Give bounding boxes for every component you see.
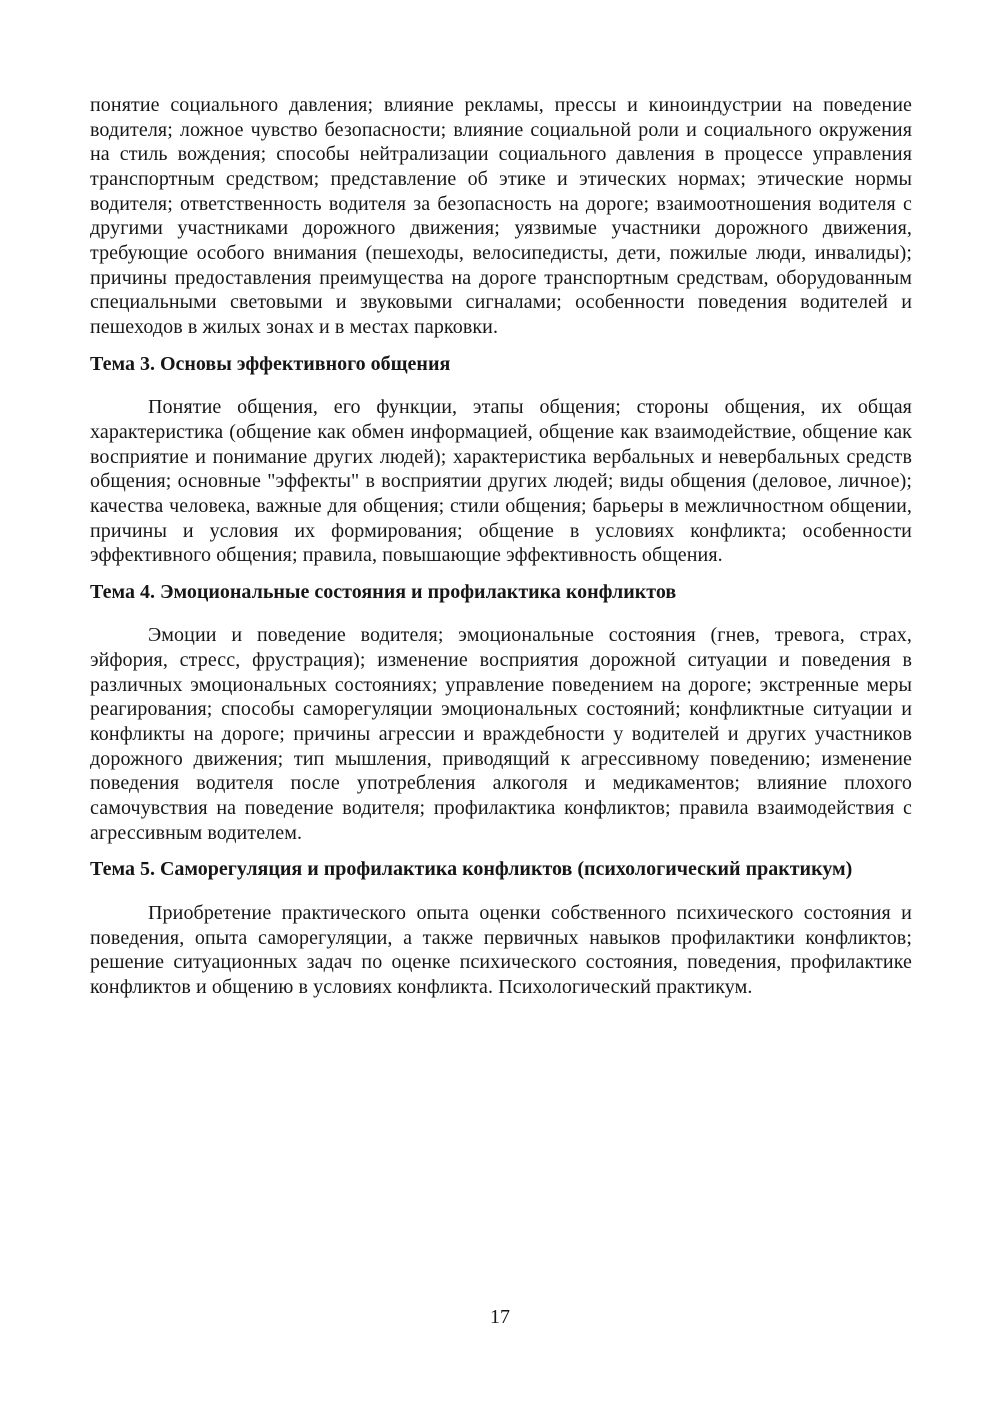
paragraph-continuation: понятие социального давления; влияние рекламы, прессы и киноиндустрии на поведение водителя; ложное чувство безопасности; влияние социальной роли и социального окружения на стиль вождения; способы нейтрализации социального давления в процессе управления транспортным средством; представление об этике и этических нормах; этические нормы водителя; ответственность водителя за безопасность на дороге; взаимоотношения водителя с другими участниками дорожного движения; уязвимые участники дорожного движения, требующие особого внимания (пешеходы, велосипедисты, дети, пожилые люди, инвалиды); причины предоставления преимущества на дороге транспортным средствам, оборудованным специальными световыми и звуковыми сигналами; особенности поведения водителей и пешеходов в жилых зонах и в местах парковки. — [90, 94, 912, 338]
section-heading-tema-3: Тема 3. Основы эффективного общения — [90, 352, 451, 375]
section-heading-tema-5: Тема 5. Саморегуляция и профилактика конфликтов (психологический практикум) — [90, 858, 853, 881]
paragraph-tema-5: Приобретение практического опыта оценки собственного психического состояния и поведения, опыта саморегуляции, а также первичных навыков профилактики конфликтов; решение ситуационных задач по оценке психического состояния, поведения, профилактике конфликтов и общению в условиях конфликта. Психологический практикум. — [90, 902, 912, 998]
page-number: 17 — [490, 1306, 510, 1328]
section-heading-tema-4: Тема 4. Эмоциональные состояния и профилактика конфликтов — [90, 580, 677, 603]
paragraph-tema-4: Эмоции и поведение водителя; эмоциональные состояния (гнев, тревога, страх, эйфория, стресс, фрустрация); изменение восприятия дорожной ситуации и поведения в различных эмоциональных состояниях; управление поведением на дороге; экстренные меры реагирования; способы саморегуляции эмоциональных состояний; конфликтные ситуации и конфликты на дороге; причины агрессии и враждебности у водителей и других участников дорожного движения; тип мышления, приводящий к агрессивному поведению; изменение поведения водителя после употребления алкоголя и медикаментов; влияние плохого самочувствия на поведение водителя; профилактика конфликтов; правила взаимодействия с агрессивным водителем. — [90, 624, 912, 844]
paragraph-tema-3: Понятие общения, его функции, этапы общения; стороны общения, их общая характеристика (общение как обмен информацией, общение как взаимодействие, общение как восприятие и понимание других людей); характеристика вербальных и невербальных средств общения; основные "эффекты" в восприятии других людей; виды общения (деловое, личное); качества человека, важные для общения; стили общения; барьеры в межличностном общении, причины и условия их формирования; общение в условиях конфликта; особенности эффективного общения; правила, повышающие эффективность общения. — [90, 396, 912, 567]
